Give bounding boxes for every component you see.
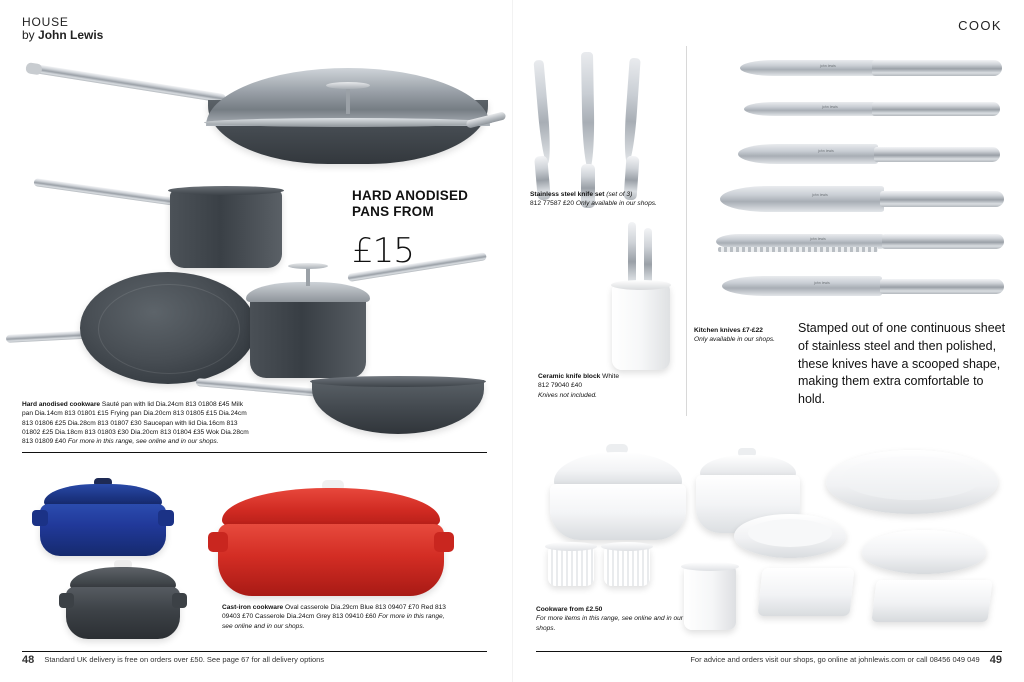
caption-hard-anodised-body: Sauté pan with lid Dia.24cm 813 01808 £45 Milk pan Dia.14cm 813 01801 £15 Frying pan Dia.20cm 813 01805 £15 Dia.24cm 813 01806 £25 Dia.28cm 813 01807 £30 Saucepan with lid Dia.16cm 813 01802 £25 Dia.18cm 813 01803 £30 Dia.20cm 813 01804 £35 Wok Dia.28cm 813 01809 £40 [22,401,249,446]
white-ramekin-1 [548,546,594,586]
caption-hard-anodised [22,400,252,447]
saute-pan-handle-tip [25,62,43,75]
caption-cast-iron [222,603,452,631]
brand-name: John Lewis [38,27,104,42]
caption-knife-set-title: Stainless steel knife set [530,191,605,198]
divider-right-vertical [686,46,687,416]
grey-casserole-lid [70,567,176,589]
stainless-knife-set [528,44,668,184]
kitchen-knife-3-brand: john lewis [818,149,834,153]
kitchen-knife-1-blade [740,60,876,76]
white-casserole-large-body [550,484,686,540]
red-casserole-lid [222,488,440,526]
brand-line-house: HOUSE [22,15,69,29]
brand-line-johnlewis [22,29,103,42]
white-rectangular-roaster [871,580,992,622]
kitchen-knife-2-blade [744,102,876,116]
kitchen-knife-2-handle [872,102,1000,116]
white-oval-dish-large-inner [842,456,982,500]
caption-knife-set-body: 812 77587 £20 [530,200,575,208]
milk-pan-body [170,190,282,268]
caption-hard-anodised-note: For more in this range, see online and in our shops. [67,438,219,446]
brand-logo [22,16,103,41]
blue-casserole-lid [44,484,162,506]
white-utensil-pot [684,566,736,630]
page-number-right: 49 [989,654,1002,666]
white-ramekin-2 [604,546,650,586]
white-casserole-large [548,444,688,552]
hero-headline: HARD ANODISED PANS FROM [352,188,469,219]
footer-rule-right [536,651,1002,652]
saute-pan-handle [27,63,226,103]
saucepan-lid-knob-stem [306,268,310,286]
kitchen-knife-1-handle [872,60,1002,76]
saute-pan-lid-rim [204,118,492,127]
kitchen-knife-6-brand: john lewis [814,281,830,285]
kitchen-knife-3-handle [874,147,1000,162]
kitchen-knife-5-brand: john lewis [810,237,826,241]
knife-block-body [612,284,670,370]
white-casserole-large-lid [554,452,682,486]
footer-left [22,654,324,666]
kitchen-knife-6-handle [880,279,1004,294]
kitchen-knife-2-brand: john lewis [822,105,838,109]
kitchen-knife-5-handle [882,234,1004,249]
page-number-left: 48 [22,654,35,666]
kitchen-knife-6-blade [722,276,882,296]
white-ramekin-1-rim [545,542,597,551]
saucepan-with-lid [236,258,486,388]
caption-kitchen-knives-note: Only available in our shops. [694,336,776,344]
section-title: COOK [958,18,1002,33]
kitchen-knife-4-handle [880,191,1004,207]
caption-knife-set [530,190,690,209]
blue-casserole-body [40,504,166,556]
caption-kitchen-knives-title: Kitchen knives £7-£22 [694,327,763,334]
knife-set-blade-1 [533,60,552,164]
saucepan-lid-knob [288,263,328,269]
footer-right [690,654,1002,666]
caption-cast-iron-note: For more in this range, see online and in our shops. [222,613,445,630]
caption-cookware-from [536,605,686,633]
wok-body [312,380,484,434]
saucepan-body [250,296,366,378]
caption-knife-set-title-italic: (set of 3) [606,191,633,198]
kitchen-knives-group [700,50,1010,320]
caption-hard-anodised-title: Hard anodised cookware [22,401,101,408]
kitchen-knife-1-brand: john lewis [820,64,836,68]
white-square-baker [757,568,854,616]
red-casserole-handle-left [208,532,228,552]
footer-right-text: For advice and orders visit our shops, go online at johnlewis.com or call 08456 049 049 [690,655,980,664]
wok-handle [196,378,326,397]
caption-cookware-from-note: For more items in this range, see online and in our shops. [536,615,683,632]
grey-casserole-handle-left [59,593,74,608]
red-casserole-handle-right [434,532,454,552]
blue-oval-casserole [38,478,168,568]
saute-pan-with-lid [20,52,490,162]
white-oval-dish-small [862,530,986,574]
knife-block-top-rim [611,280,671,290]
red-oval-casserole [218,480,446,610]
footer-rule-left [22,651,487,652]
milk-pan-rim [168,186,284,195]
ceramic-knife-block [592,222,688,372]
brand-by: by [22,27,39,42]
grey-casserole [66,560,182,646]
caption-cast-iron-body: Oval casserole Dia.29cm Blue 813 09407 £70 Red 813 09403 £70 Casserole Dia.24cm Grey 813 09410 £60 [222,604,446,621]
caption-knife-block-body: 812 79040 £40 [538,382,583,390]
grey-casserole-handle-right [172,593,187,608]
caption-knife-block-note: Knives not included. [538,391,598,399]
saute-pan-lid-knob [326,82,370,89]
page-gutter [512,0,513,682]
kitchen-knife-5-serration [718,247,878,252]
red-casserole-body [218,524,444,596]
blue-casserole-handle-left [32,510,48,526]
footer-left-text: Standard UK delivery is free on orders over £50. See page 67 for all delivery options [44,655,325,664]
caption-knife-block-title: Ceramic knife block [538,373,601,380]
caption-knife-set-note: Only available in our shops. [575,200,657,208]
pull-quote: Stamped out of one continuous sheet of stainless steel and then polished, these knives have a scooped shape, making them extra comfortable to hold. [798,321,1006,406]
kitchen-knife-3-blade [738,144,878,164]
wok-rim [310,376,486,387]
knife-set-blade-3 [622,58,640,165]
knife-set-blade-2 [581,52,595,170]
hero-price: £15 [352,231,414,271]
caption-cast-iron-title: Cast-iron cookware [222,604,284,611]
white-utensil-pot-rim [681,562,739,571]
caption-knife-block [538,372,648,400]
kitchen-knife-4-blade [720,186,884,212]
white-casserole-medium-lid [700,455,796,477]
white-ramekin-2-rim [601,542,653,551]
grey-casserole-body [66,587,180,639]
blue-casserole-handle-right [158,510,174,526]
caption-cookware-from-title: Cookware from £2.50 [536,606,603,613]
saute-pan-lid-knob-stem [346,88,350,114]
caption-knife-block-title-extra: White [602,373,620,380]
divider-left-upper [22,452,487,453]
frying-pan-inner-circle [98,284,240,374]
white-pie-dish-inner [748,519,832,547]
kitchen-knife-4-brand: john lewis [812,193,828,197]
